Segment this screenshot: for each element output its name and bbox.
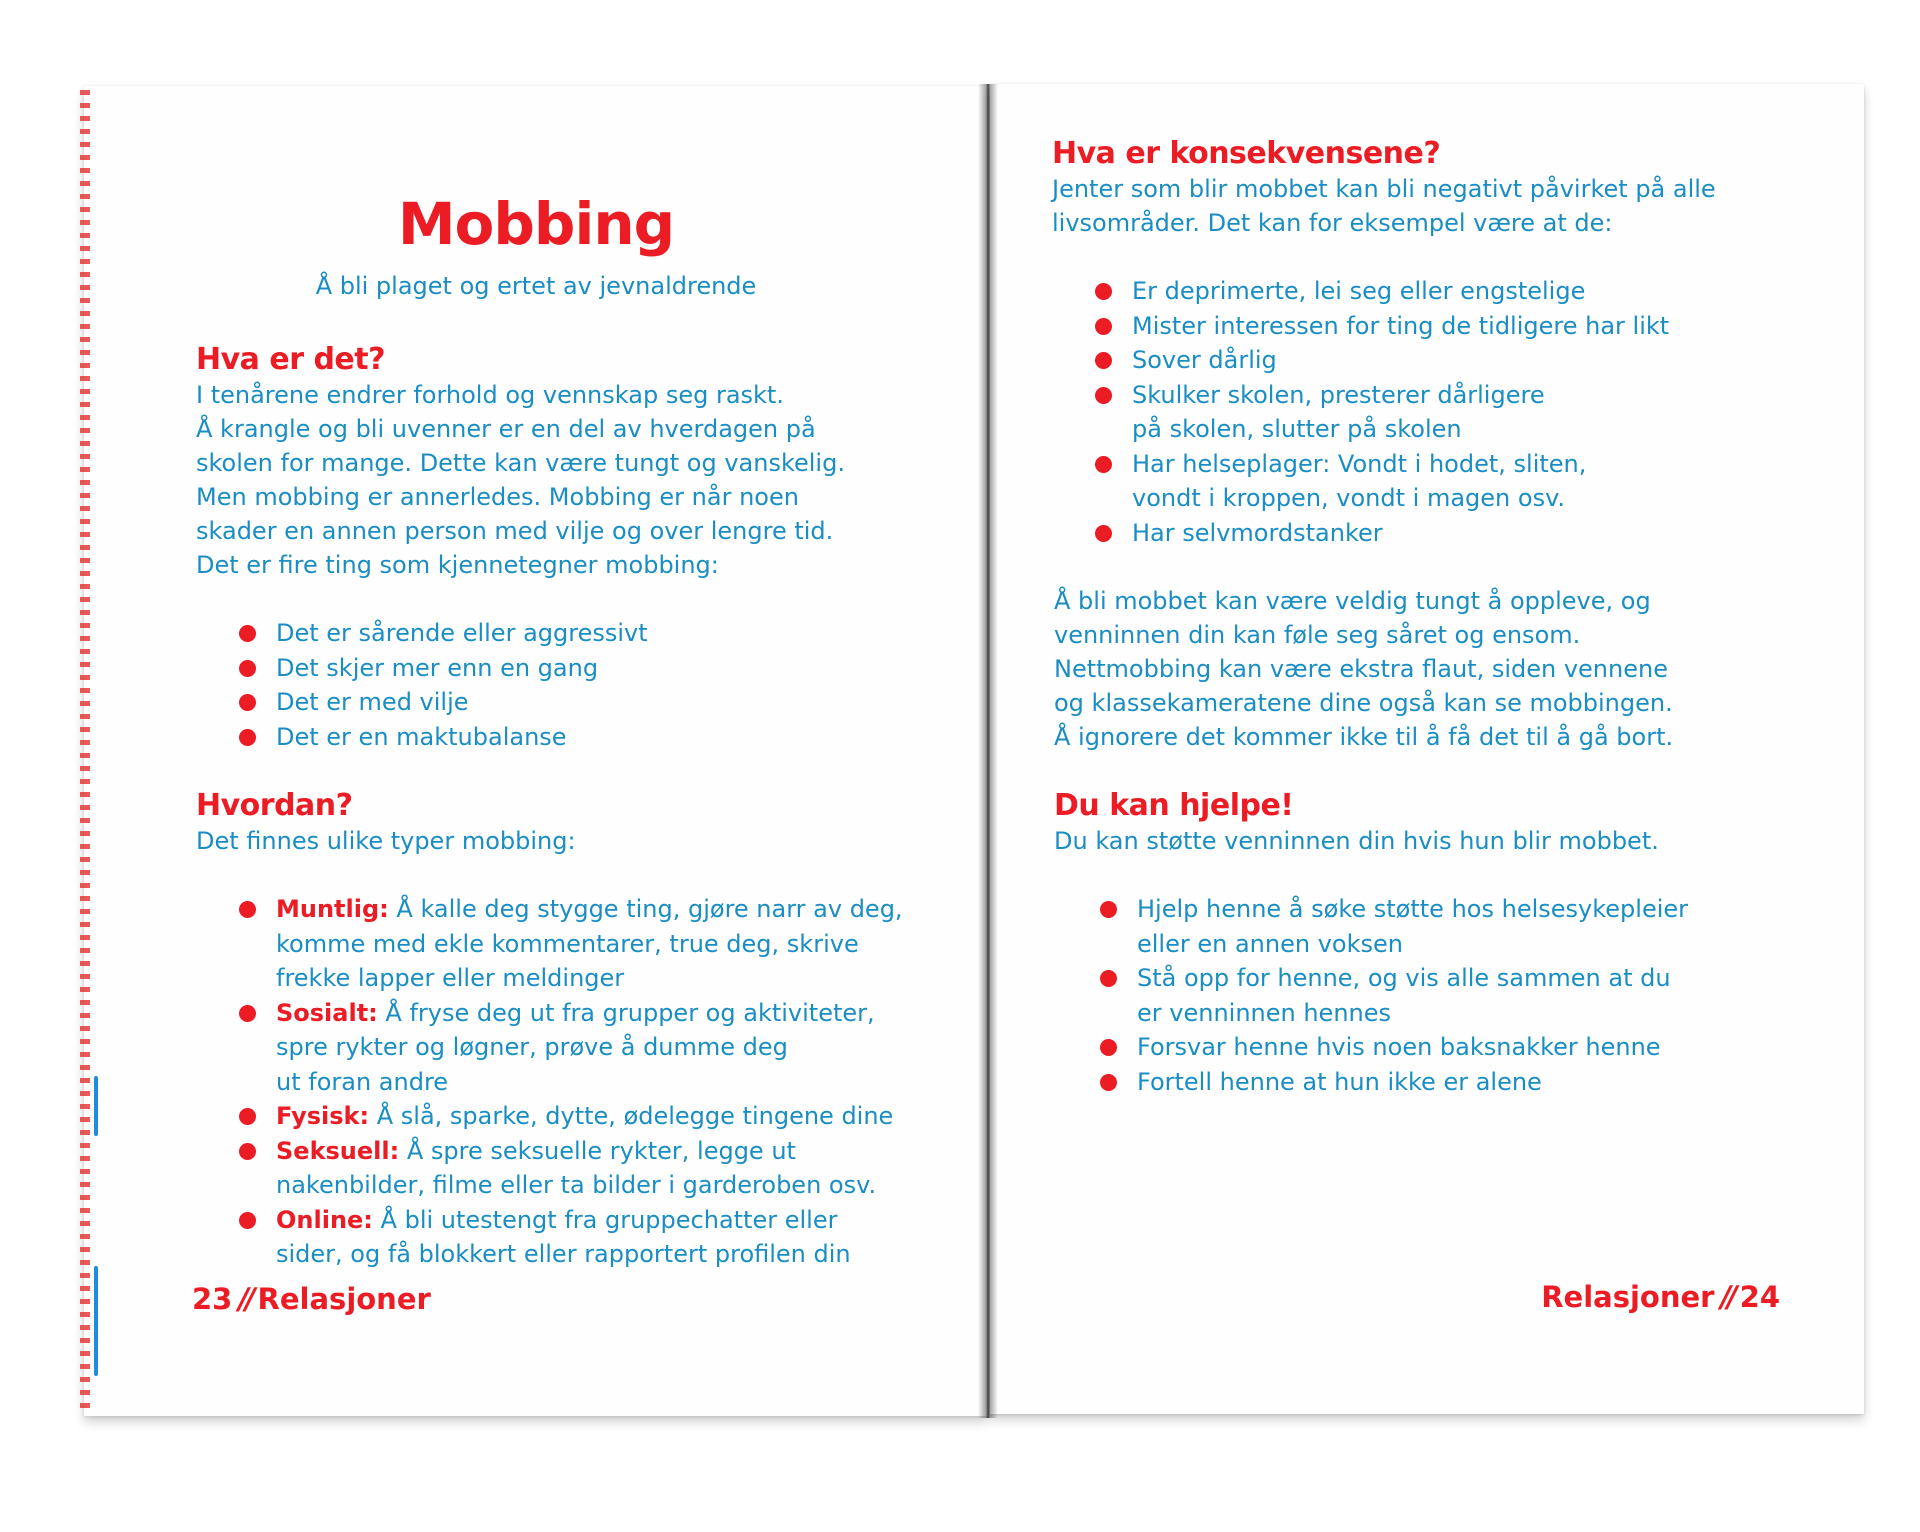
section-konsekvensene [1052,136,1832,550]
bullet-icon [1100,901,1117,918]
spine-gutter [978,84,998,1418]
bullet-icon [1100,970,1117,987]
bullet-icon [1100,1039,1117,1056]
list-item: Fysisk: Å slå, sparke, dytte, ødelegge tingene dine [239,1099,976,1134]
chapter-label: Relasjoner [257,1282,431,1316]
body-line: venninnen din kan føle seg såret og ensom. [1054,621,1581,649]
section-du-kan-hjelpe [1054,788,1834,1099]
paragraph-nettmobbing [1054,584,1834,754]
body-line: Å bli mobbet kan være veldig tungt å oppleve, og [1054,587,1651,615]
section-hva-er-det [196,342,956,754]
binding-thread-mark [94,1266,98,1376]
section-heading: Hvordan? [196,788,353,823]
type-term: Muntlig: [276,895,389,923]
section-body [196,378,956,582]
page-footer-right [1541,1280,1780,1314]
bullet-icon [239,1143,256,1160]
bullet-icon [1095,387,1112,404]
list-item: Er deprimerte, lei seg eller engstelige [1095,274,1832,309]
list-item: Muntlig: Å kalle deg stygge ting, gjøre narr av deg, komme med ekle kommentarer, true deg, skrive frekke lapper eller meldinger [239,892,976,996]
type-term: Seksuell: [276,1136,400,1165]
body-line: I tenårene endrer forhold og vennskap seg raskt. [196,381,784,409]
body-line: Å ignorere det kommer ikke til å få det til å gå bort. [1054,723,1674,751]
section-intro: Det finnes ulike typer mobbing: [196,827,576,855]
bullet-icon [239,1108,256,1125]
list-item: Har selvmordstanker [1095,516,1832,551]
right-page [990,84,1864,1414]
bullet-icon [239,625,256,642]
body-line: Å krangle og bli uvenner er en del av hverdagen på [196,415,816,443]
body-line: skader en annen person med vilje og over lengre tid. [196,517,834,545]
list-item: Fortell henne at hun ikke er alene [1100,1065,1834,1100]
list-item: Det er en maktubalanse [239,720,956,755]
list-item: Sosialt: Å fryse deg ut fra grupper og aktiviteter, spre rykter og løgner, prøve å dumme deg ut foran andre [239,996,976,1100]
binding-thread-mark [94,1076,98,1136]
mobbing-types-list [239,892,976,1272]
footer-slash: // [238,1282,252,1316]
list-item: Det er sårende eller aggressivt [239,616,956,651]
help-list [1100,892,1834,1099]
bullet-icon [1095,318,1112,335]
characteristics-list [239,616,956,754]
section-heading: Hva er det? [196,342,386,377]
type-term: Online: [276,1205,373,1234]
bullet-icon [1095,283,1112,300]
section-hvordan [196,788,976,1272]
body-line: Det er fire ting som kjennetegner mobbing: [196,551,719,579]
list-item: Seksuell: Å spre seksuelle rykter, legge ut nakenbilder, filme eller ta bilder i garderoben osv. [239,1134,976,1203]
type-term: Fysisk: [276,1102,370,1130]
list-item: Online: Å bli utestengt fra gruppechatter eller sider, og få blokkert eller rapportert profilen din [239,1203,976,1272]
bullet-icon [239,729,256,746]
bullet-icon [1095,525,1112,542]
list-item: Har helseplager: Vondt i hodet, sliten, vondt i kroppen, vondt i magen osv. [1095,447,1832,516]
bullet-icon [239,1005,256,1022]
body-line: livsområder. Det kan for eksempel være at de: [1052,209,1613,237]
chapter-label: Relasjoner [1541,1280,1715,1314]
bullet-icon [239,660,256,677]
open-booklet [84,86,1864,1416]
bullet-icon [1095,456,1112,473]
body-line: skolen for mange. Dette kan være tungt og vanskelig. [196,449,845,477]
list-item: Skulker skolen, presterer dårligere på skolen, slutter på skolen [1095,378,1832,447]
type-term: Sosialt: [276,998,378,1027]
page-footer-left [192,1282,431,1316]
body-line: Jenter som blir mobbet kan bli negativt påvirket på alle [1052,175,1716,203]
bullet-icon [239,694,256,711]
left-page [84,86,988,1416]
bullet-icon [1095,352,1112,369]
body-line: og klassekameratene dine også kan se mobbingen. [1054,689,1673,717]
page-number: 24 [1739,1280,1780,1314]
consequences-list [1095,274,1832,550]
footer-slash: // [1720,1280,1734,1314]
list-item: Hjelp henne å søke støtte hos helsesykepleier eller en annen voksen [1100,892,1834,961]
list-item: Sover dårlig [1095,343,1832,378]
list-item: Forsvar henne hvis noen baksnakker henne [1100,1030,1834,1065]
page-title: Mobbing [397,190,675,258]
body-line: Nettmobbing kan være ekstra flaut, siden vennene [1054,655,1668,683]
body-line: Men mobbing er annerledes. Mobbing er når noen [196,483,799,511]
bullet-icon [239,901,256,918]
list-item: Det er med vilje [239,685,956,720]
list-item: Mister interessen for ting de tidligere har likt [1095,309,1832,344]
bullet-icon [239,1212,256,1229]
section-heading: Hva er konsekvensene? [1052,136,1441,171]
section-heading: Du kan hjelpe! [1054,788,1294,823]
list-item: Det skjer mer enn en gang [239,651,956,686]
page-number: 23 [192,1282,233,1316]
bullet-icon [1100,1074,1117,1091]
page-subtitle: Å bli plaget og ertet av jevnaldrende [315,272,757,300]
section-intro: Du kan støtte venninnen din hvis hun blir mobbet. [1054,827,1659,855]
list-item: Stå opp for henne, og vis alle sammen at du er venninnen hennes [1100,961,1834,1030]
